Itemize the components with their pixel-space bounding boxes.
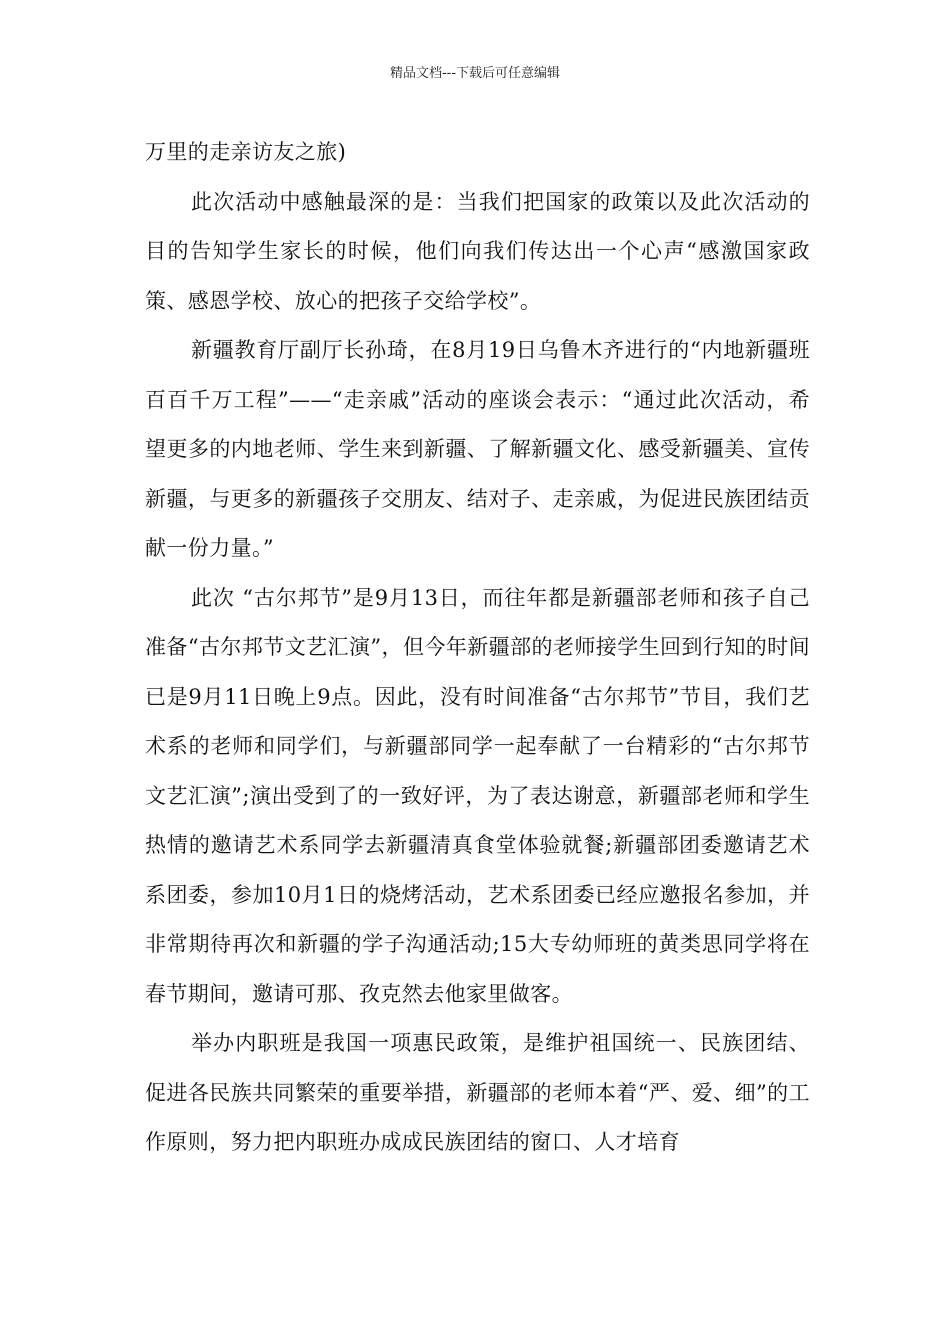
paragraph: 新疆教育厅副厅长孙琦，在8月19日乌鲁木齐进行的“内地新疆班百百千万工程”——“走亲戚”活动的座谈会表示：“通过此次活动，希望更多的内地老师、学生来到新疆、了解新疆文化、感受新疆美、宣传新疆，与更多的新疆孩子交朋友、结对子、走亲戚，为促进民族团结贡献一份力量。” — [145, 338, 810, 560]
paragraph: 此次 “古尔邦节”是9月13日，而往年都是新疆部老师和孩子自己准备“古尔邦节文艺汇演”，但今年新疆部的老师接学生回到行知的时间已是9月11日晚上9点。因此，没有时间准备“古尔邦节”节目，我们艺术系的老师和同学们，与新疆部同学一起奉献了一台精彩的“古尔邦节文艺汇演”;演出受到了的一致好评，为了表达谢意，新疆部老师和学生热情的邀请艺术系同学去新疆清真食堂体验就餐;新疆部团委邀请艺术系团委，参加10月1日的烧烤活动，艺术系团委已经应邀报名参加，并非常期待再次和新疆的学子沟通活动;15大专幼师班的黄类思同学将在春节期间，邀请可那、孜克然去他家里做客。 — [145, 585, 810, 1006]
page-header: 精品文档---下载后可任意编辑 — [389, 66, 561, 81]
paragraph: 此次活动中感触最深的是：当我们把国家的政策以及此次活动的目的告知学生家长的时候，他们向我们传达出一个心声“感激国家政策、感恩学校、放心的把孩子交给学校”。 — [145, 189, 810, 313]
paragraph: 举办内职班是我国一项惠民政策，是维护祖国统一、民族团结、促进各民族共同繁荣的重要举措，新疆部的老师本着“严、爱、细”的工作原则，努力把内职班办成成民族团结的窗口、人才培育 — [145, 1031, 810, 1154]
paragraph-continuation: 万里的走亲访友之旅) — [145, 140, 347, 164]
document-body — [145, 128, 810, 1168]
